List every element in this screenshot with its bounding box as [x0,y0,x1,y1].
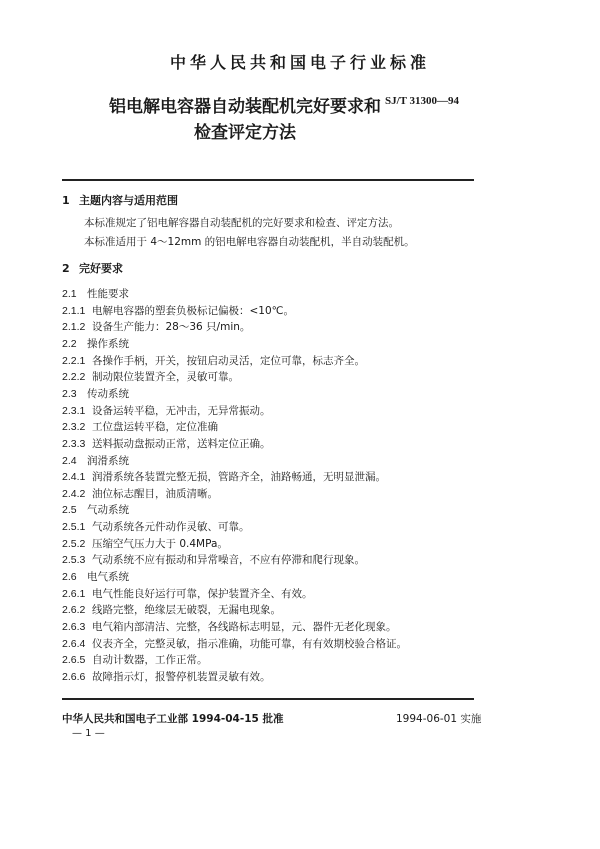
item-number: 2.4.2 [62,487,86,500]
requirement-item [62,636,407,651]
item-text: 电气系统 [87,571,129,584]
section-2-heading [62,260,123,276]
item-text: 制动限位装置齐全，灵敏可靠。 [92,371,239,384]
item-text: 仪表齐全，完整灵敏，指示准确，功能可靠，有有效期校验合格证。 [92,637,407,650]
standard-code: SJ/T 31300—94 [385,95,460,107]
requirement-item [62,619,397,634]
requirement-item [62,403,271,418]
item-number: 2.3.2 [62,421,86,434]
document-title-line-2: 检查评定方法 [194,123,296,143]
requirement-item [62,353,365,368]
requirement-item [62,552,365,567]
item-text: 各操作手柄，开关，按钮启动灵活，定位可靠，标志齐全。 [92,354,365,367]
item-number: 2.4.1 [62,471,86,484]
requirement-item [62,319,250,334]
item-number: 2.5.2 [62,537,86,550]
subsection-heading [62,286,129,301]
subsection-heading [62,502,129,517]
requirement-item [62,486,218,501]
approval-line: 中华人民共和国电子工业部 1994-04-15 批准 [62,713,284,725]
item-text: 润滑系统 [87,454,129,467]
section-number: 1 [62,194,70,207]
item-number: 2.1 [62,288,77,300]
item-text: 电气箱内部清洁、完整，各线路标志明显，元、器件无老化现象。 [92,621,397,633]
item-text: 自动计数器，工作正常。 [92,654,208,667]
subsection-heading [62,453,129,468]
implementation-date: 1994-06-01 实施 [396,713,482,725]
paragraph: 本标准适用于 4～12mm 的铝电解电容器自动装配机，半自动装配机。 [84,236,415,248]
item-number: 2.4 [62,454,77,467]
item-text: 设备运转平稳，无冲击，无异常振动。 [92,404,271,417]
section-1-heading [62,192,178,208]
item-number: 2.5.3 [62,554,86,567]
item-number: 2.5.1 [62,521,86,534]
item-text: 操作系统 [87,337,129,350]
requirement-item [62,652,208,667]
section-title: 完好要求 [79,262,123,275]
requirement-item [62,669,271,684]
item-number: 2.6 [62,571,77,584]
item-text: 送料振动盘振动正常，送料定位正确。 [92,437,271,450]
requirement-item [62,602,281,617]
item-text: 故障指示灯，报警停机装置灵敏有效。 [92,670,271,683]
item-text: 润滑系统各装置完整无损，管路齐全，油路畅通，无明显泄漏。 [92,471,386,484]
document-title-line-1: 铝电解电容器自动装配机完好要求和 [109,97,381,117]
footer-divider [62,698,474,700]
item-number: 2.6.3 [62,621,86,633]
paragraph: 本标准规定了铝电解容器自动装配机的完好要求和检查、评定方法。 [84,217,399,229]
subsection-heading [62,569,129,584]
item-number: 2.3.1 [62,404,86,417]
item-text: 油位标志醒目，油质清晰。 [92,487,218,500]
page-number: — 1 — [72,728,105,739]
requirement-item [62,536,228,551]
item-text: 工位盘运转平稳，定位准确 [92,421,218,434]
item-number: 2.6.6 [62,670,86,683]
item-number: 2.6.2 [62,604,86,617]
item-number: 2.6.5 [62,654,86,667]
item-text: 气动系统不应有振动和异常噪音，不应有停滞和爬行现象。 [92,554,365,567]
item-number: 2.2.1 [62,354,86,367]
item-number: 2.3 [62,387,77,400]
section-title: 主题内容与适用范围 [79,194,178,207]
subsection-heading [62,386,129,401]
header-divider [62,179,474,181]
item-text: 性能要求 [87,288,129,300]
item-number: 2.6.4 [62,637,86,650]
requirement-item [62,436,271,451]
issuing-organization: 中华人民共和国电子行业标准 [169,53,430,72]
requirement-item [62,586,313,601]
item-number: 2.2 [62,337,77,350]
item-text: 压缩空气压力大于 0.4MPa。 [92,537,228,550]
item-text: 电气性能良好运行可靠，保护装置齐全、有效。 [92,587,313,600]
item-text: 电解电容器的塑套负极标记偏极：<10℃。 [92,304,294,317]
subsection-heading [62,336,129,351]
item-text: 气动系统 [87,504,129,517]
requirement-item [62,469,386,484]
item-number: 2.2.2 [62,371,86,384]
item-number: 2.1.1 [62,304,86,317]
item-text: 传动系统 [87,387,129,400]
item-number: 2.1.2 [62,321,86,334]
item-number: 2.5 [62,504,77,517]
item-number: 2.3.3 [62,437,86,450]
requirement-item [62,519,250,534]
requirement-item [62,369,239,384]
requirement-item [62,303,294,318]
section-number: 2 [62,262,70,275]
item-number: 2.6.1 [62,587,86,600]
item-text: 线路完整，绝缘层无破裂，无漏电现象。 [92,604,281,617]
item-text: 气动系统各元件动作灵敏、可靠。 [92,521,250,534]
item-text: 设备生产能力：28～36 只/min。 [92,321,251,334]
requirement-item [62,419,218,434]
